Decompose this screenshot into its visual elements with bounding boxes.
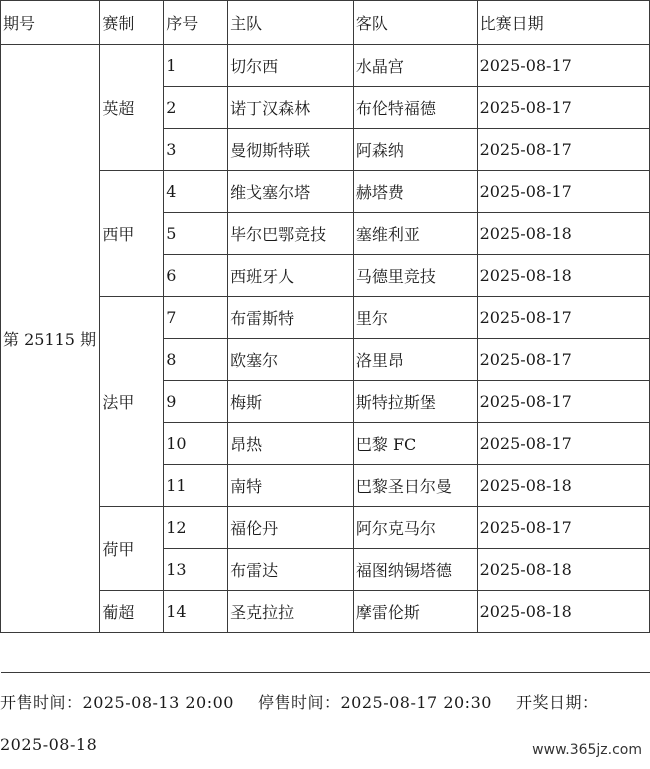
league-cell: 西甲	[100, 171, 164, 297]
home-team-cell: 圣克拉拉	[228, 591, 354, 633]
match-date-cell: 2025-08-18	[477, 465, 649, 507]
home-team-cell: 布雷斯特	[228, 297, 354, 339]
draw-label: 开奖日期：	[515, 693, 599, 712]
header-date: 比赛日期	[477, 1, 649, 45]
blank-cell	[1, 633, 650, 673]
idx-cell: 12	[164, 507, 228, 549]
away-team-cell: 赫塔费	[353, 171, 477, 213]
away-team-cell: 福图纳锡塔德	[353, 549, 477, 591]
away-team-cell: 阿森纳	[353, 129, 477, 171]
home-team-cell: 南特	[228, 465, 354, 507]
home-team-cell: 维戈塞尔塔	[228, 171, 354, 213]
header-row	[1, 1, 650, 45]
schedule-body	[1, 45, 650, 673]
header-period: 期号	[1, 1, 100, 45]
idx-cell: 11	[164, 465, 228, 507]
match-date-cell: 2025-08-17	[477, 129, 649, 171]
match-date-cell: 2025-08-17	[477, 423, 649, 465]
match-date-cell: 2025-08-17	[477, 297, 649, 339]
idx-cell: 10	[164, 423, 228, 465]
idx-cell: 9	[164, 381, 228, 423]
away-team-cell: 布伦特福德	[353, 87, 477, 129]
home-team-cell: 曼彻斯特联	[228, 129, 354, 171]
league-cell: 荷甲	[100, 507, 164, 591]
period-cell: 第 25115 期	[1, 45, 100, 633]
match-date-cell: 2025-08-17	[477, 381, 649, 423]
blank-row	[1, 633, 650, 673]
away-team-cell: 塞维利亚	[353, 213, 477, 255]
open-value: 2025-08-13 20:00	[82, 693, 234, 712]
header-away: 客队	[353, 1, 477, 45]
idx-cell: 7	[164, 297, 228, 339]
close-label: 停售时间：	[257, 693, 341, 712]
match-date-cell: 2025-08-17	[477, 507, 649, 549]
away-team-cell: 阿尔克马尔	[353, 507, 477, 549]
idx-cell: 2	[164, 87, 228, 129]
draw-value: 2025-08-18	[0, 735, 98, 754]
close-value: 2025-08-17 20:30	[340, 693, 492, 712]
league-cell: 法甲	[100, 297, 164, 507]
watermark: www.365jz.com	[532, 742, 642, 758]
home-team-cell: 福伦丹	[228, 507, 354, 549]
away-team-cell: 斯特拉斯堡	[353, 381, 477, 423]
idx-cell: 1	[164, 45, 228, 87]
away-team-cell: 里尔	[353, 297, 477, 339]
match-date-cell: 2025-08-17	[477, 45, 649, 87]
away-team-cell: 巴黎 FC	[353, 423, 477, 465]
sales-line-1	[0, 682, 650, 724]
home-team-cell: 毕尔巴鄂竞技	[228, 213, 354, 255]
idx-cell: 13	[164, 549, 228, 591]
match-date-cell: 2025-08-18	[477, 213, 649, 255]
match-date-cell: 2025-08-18	[477, 255, 649, 297]
home-team-cell: 欧塞尔	[228, 339, 354, 381]
home-team-cell: 西班牙人	[228, 255, 354, 297]
match-date-cell: 2025-08-18	[477, 549, 649, 591]
idx-cell: 4	[164, 171, 228, 213]
header-league: 赛制	[100, 1, 164, 45]
away-team-cell: 巴黎圣日尔曼	[353, 465, 477, 507]
home-team-cell: 切尔西	[228, 45, 354, 87]
idx-cell: 5	[164, 213, 228, 255]
table-row	[1, 45, 650, 87]
away-team-cell: 摩雷伦斯	[353, 591, 477, 633]
header-home: 主队	[228, 1, 354, 45]
header-idx: 序号	[164, 1, 228, 45]
idx-cell: 3	[164, 129, 228, 171]
league-cell: 英超	[100, 45, 164, 171]
home-team-cell: 布雷达	[228, 549, 354, 591]
match-date-cell: 2025-08-17	[477, 339, 649, 381]
league-cell: 葡超	[100, 591, 164, 633]
home-team-cell: 昂热	[228, 423, 354, 465]
open-label: 开售时间：	[0, 693, 83, 712]
match-date-cell: 2025-08-17	[477, 171, 649, 213]
idx-cell: 14	[164, 591, 228, 633]
idx-cell: 6	[164, 255, 228, 297]
idx-cell: 8	[164, 339, 228, 381]
away-team-cell: 洛里昂	[353, 339, 477, 381]
match-date-cell: 2025-08-18	[477, 591, 649, 633]
home-team-cell: 梅斯	[228, 381, 354, 423]
home-team-cell: 诺丁汉森林	[228, 87, 354, 129]
away-team-cell: 马德里竞技	[353, 255, 477, 297]
away-team-cell: 水晶宫	[353, 45, 477, 87]
match-date-cell: 2025-08-17	[477, 87, 649, 129]
